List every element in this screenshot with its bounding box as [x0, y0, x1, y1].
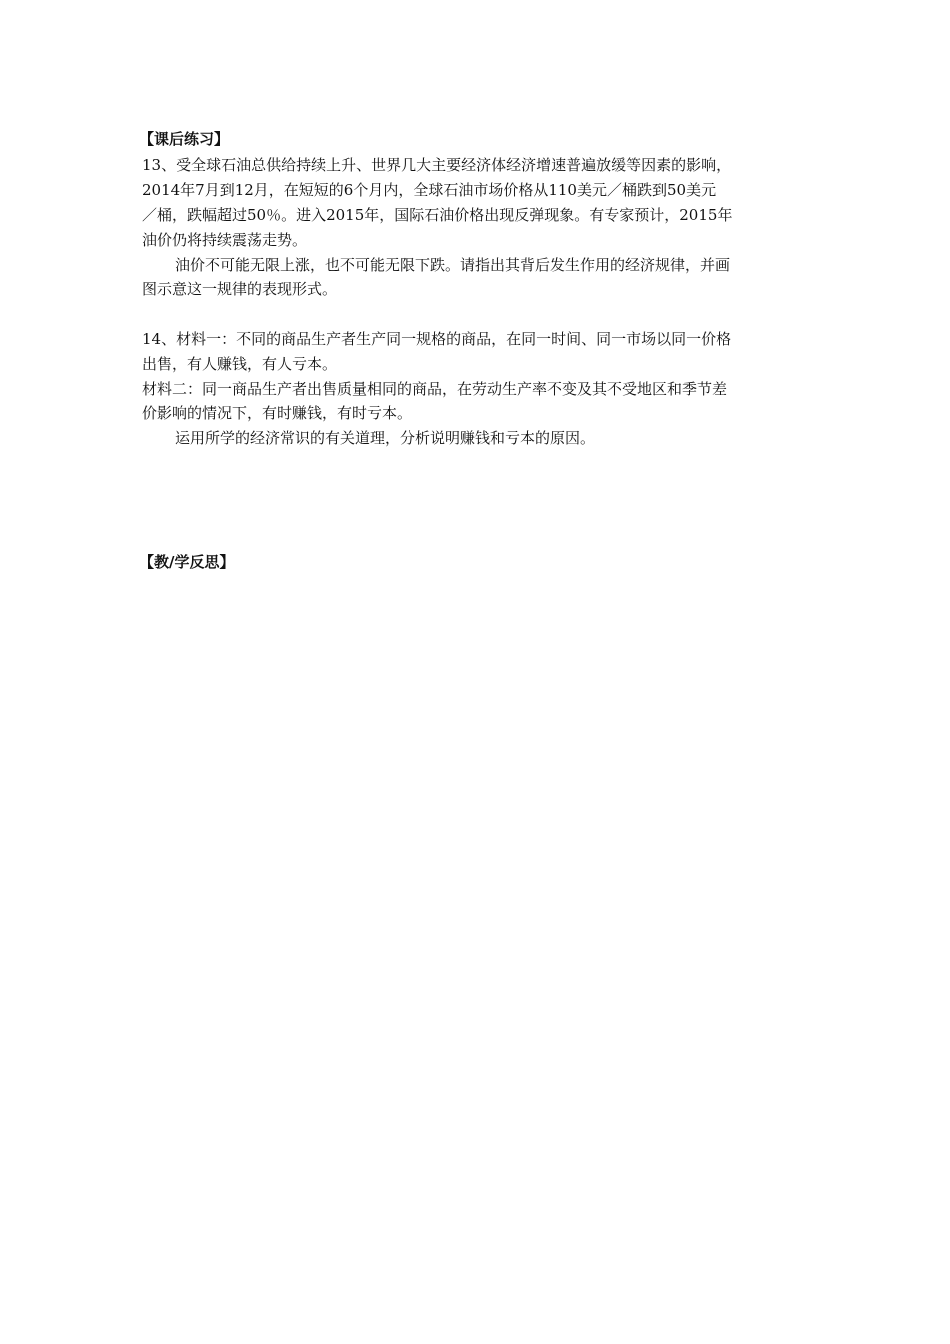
q14-line-2: 出售，有人赚钱，有人亏本。 [142, 355, 338, 373]
q13-line-4: 油价仍将持续震荡走势。 [142, 231, 308, 249]
q13-line-5: 油价不可能无限上涨，也不可能无限下跌。请指出其背后发生作用的经济规律，并画 [175, 256, 731, 274]
q14-line-5: 运用所学的经济常识的有关道理，分析说明赚钱和亏本的原因。 [175, 429, 596, 447]
q13-line-2: 2014年7月到12月，在短短的6个月内，全球石油市场价格从110美元／桶跌到50美元 [142, 181, 717, 199]
q14-line-4: 价影响的情况下，有时赚钱，有时亏本。 [142, 404, 413, 422]
q13-line-6: 图示意这一规律的表现形式。 [142, 280, 338, 298]
q14-line-1: 14、材料一：不同的商品生产者生产同一规格的商品，在同一时间、同一市场以同一价格 [142, 330, 732, 348]
q14-line-3: 材料二：同一商品生产者出售质量相同的商品，在劳动生产率不变及其不受地区和季节差 [142, 380, 728, 398]
q13-line-3: ／桶，跌幅超过50％。进入2015年，国际石油价格出现反弹现象。有专家预计，2015年 [142, 206, 733, 224]
q13-line-1: 13、受全球石油总供给持续上升、世界几大主要经济体经济增速普遍放缓等因素的影响， [142, 156, 732, 174]
reflection-heading: 【教/学反思】 [139, 553, 235, 571]
exercise-heading: 【课后练习】 [139, 130, 230, 148]
